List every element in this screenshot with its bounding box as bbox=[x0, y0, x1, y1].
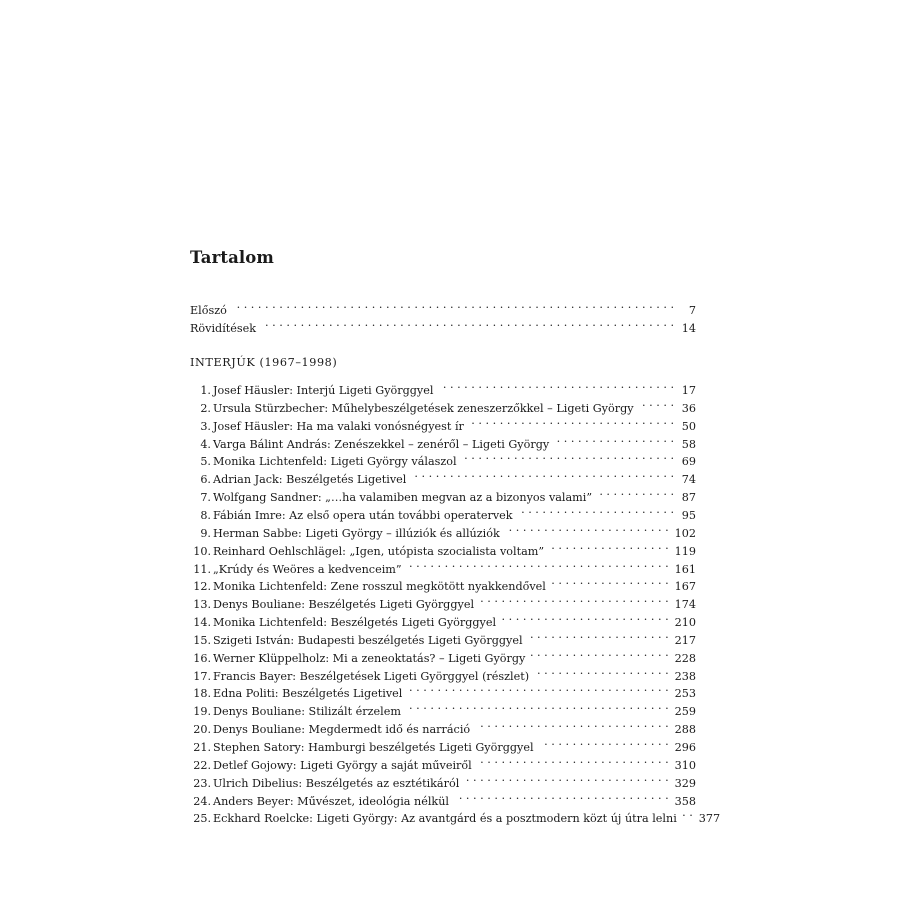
dot-leader bbox=[465, 769, 668, 787]
toc-entry bbox=[190, 769, 696, 790]
dot-leader bbox=[531, 644, 668, 662]
toc-entry bbox=[190, 537, 696, 558]
entry-title: Francis Bayer: Beszélgetések Ligeti Györggyel (részlet) bbox=[213, 669, 530, 683]
entry-page-number: 228 bbox=[674, 651, 696, 665]
toc-entry bbox=[190, 296, 696, 317]
entry-page-number: 161 bbox=[674, 562, 696, 576]
entry-title: Monika Lichtenfeld: Ligeti György válaszol bbox=[213, 455, 457, 469]
toc-entry bbox=[190, 555, 696, 576]
entry-page-number: 310 bbox=[674, 758, 696, 772]
entry-title: Monika Lichtenfeld: Zene rosszul megkötött nyakkendővel bbox=[213, 580, 546, 594]
toc-entry bbox=[190, 733, 696, 754]
entry-title: Josef Häusler: Ha ma valaki vonósnégyest ír bbox=[213, 419, 464, 433]
entry-title: Szigeti István: Budapesti beszélgetés Ligeti Györggyel bbox=[213, 633, 523, 647]
dot-leader bbox=[552, 572, 669, 590]
entry-page-number: 95 bbox=[681, 508, 696, 522]
entry-number: 5. bbox=[200, 455, 211, 469]
entry-page-number: 174 bbox=[674, 598, 696, 612]
entry-number: 8. bbox=[200, 508, 211, 522]
dot-leader bbox=[408, 555, 669, 573]
toc-entry bbox=[190, 644, 696, 665]
entry-title: Edna Politi: Beszélgetés Ligetivel bbox=[213, 687, 403, 701]
dot-leader bbox=[555, 430, 674, 448]
entry-page-number: 14 bbox=[681, 322, 696, 335]
entry-title: Reinhard Oehlschlägel: „Igen, utópista szocialista voltam” bbox=[213, 544, 545, 558]
dot-leader bbox=[455, 787, 669, 805]
entry-number: 15. bbox=[193, 633, 211, 647]
dot-leader bbox=[233, 296, 674, 314]
toc-entry bbox=[190, 430, 696, 451]
entry-number: 16. bbox=[193, 651, 211, 665]
entry-number: 17. bbox=[193, 669, 211, 683]
toc-entry bbox=[190, 715, 696, 737]
entry-title: Eckhard Roelcke: Ligeti György: Az avantgárd és a posztmodern közt új útra lelni bbox=[213, 812, 677, 826]
entry-page-number: 238 bbox=[674, 669, 696, 683]
toc-entry bbox=[190, 679, 696, 701]
entry-number: 6. bbox=[200, 473, 211, 487]
dot-leader bbox=[478, 751, 669, 769]
entry-page-number: 36 bbox=[681, 401, 696, 415]
entry-page-number: 167 bbox=[674, 580, 696, 594]
entry-number: 25. bbox=[193, 812, 211, 826]
entry-page-number: 253 bbox=[674, 687, 696, 701]
entry-title: Detlef Gojowy: Ligeti György a saját műveiről bbox=[213, 758, 472, 772]
dot-leader bbox=[470, 412, 674, 430]
toc-entry bbox=[190, 314, 696, 335]
entry-page-number: 17 bbox=[681, 384, 696, 397]
dot-leader bbox=[550, 537, 669, 555]
toc-entry bbox=[190, 608, 696, 630]
entry-title: „Krúdy és Weöres a kedvenceim” bbox=[213, 562, 402, 576]
toc-entry bbox=[190, 412, 696, 433]
entry-page-number: 259 bbox=[674, 705, 696, 719]
entry-title: Denys Bouliane: Beszélgetés Ligeti Györggyel bbox=[213, 598, 475, 612]
entry-number: 14. bbox=[193, 616, 211, 630]
entry-title: Denys Bouliane: Stilizált érzelem bbox=[213, 705, 401, 719]
entry-title: Herman Sabbe: Ligeti György – illúziók és allúziók bbox=[213, 526, 500, 540]
dot-leader bbox=[408, 679, 668, 697]
entry-number: 11. bbox=[193, 562, 211, 576]
entry-page-number: 7 bbox=[688, 304, 696, 317]
dot-leader bbox=[529, 626, 669, 644]
entry-number: 23. bbox=[193, 776, 211, 790]
toc-entry bbox=[190, 465, 696, 487]
entry-page-number: 377 bbox=[698, 812, 721, 826]
section-heading: INTERJÚK (1967–1998) bbox=[190, 356, 338, 369]
entry-number: 7. bbox=[200, 491, 211, 505]
dot-leader bbox=[540, 733, 669, 751]
toc-entry bbox=[190, 751, 696, 772]
dot-leader bbox=[262, 314, 674, 332]
toc-entry bbox=[190, 662, 696, 683]
entry-page-number: 288 bbox=[674, 723, 696, 737]
dot-leader bbox=[412, 465, 674, 483]
toc-entry bbox=[190, 376, 696, 397]
entry-page-number: 69 bbox=[681, 455, 696, 469]
entry-title: Monika Lichtenfeld: Beszélgetés Ligeti Györggyel bbox=[213, 616, 497, 630]
entry-title: Denys Bouliane: Megdermedt idő és narráció bbox=[213, 723, 471, 737]
entry-page-number: 296 bbox=[674, 741, 696, 754]
toc-entry bbox=[190, 572, 696, 594]
toc-entry bbox=[190, 626, 696, 647]
toc-entry bbox=[190, 501, 696, 522]
entry-number: 18. bbox=[193, 687, 211, 701]
entry-title: Josef Häusler: Interjú Ligeti Györggyel bbox=[213, 384, 434, 397]
dot-leader bbox=[480, 590, 669, 608]
dot-leader bbox=[506, 519, 669, 537]
dot-leader bbox=[519, 501, 674, 519]
entry-number: 21. bbox=[193, 741, 211, 754]
toc-entry bbox=[190, 483, 696, 505]
entry-number: 1. bbox=[200, 384, 211, 397]
entry-number: 19. bbox=[193, 705, 211, 719]
entry-page-number: 358 bbox=[674, 794, 696, 808]
dot-leader bbox=[502, 608, 669, 626]
entry-page-number: 217 bbox=[674, 633, 696, 647]
entry-number: 22. bbox=[193, 758, 211, 772]
entry-title: Rövidítések bbox=[190, 322, 257, 335]
dot-leader bbox=[476, 715, 669, 733]
entry-title: Ulrich Dibelius: Beszélgetés az esztétikáról bbox=[213, 776, 460, 790]
entry-title: Anders Beyer: Művészet, ideológia nélkül bbox=[213, 794, 449, 808]
entry-page-number: 210 bbox=[674, 616, 696, 630]
entry-number: 2. bbox=[200, 401, 211, 415]
toc-entry bbox=[190, 804, 721, 826]
dot-leader bbox=[535, 662, 669, 680]
entry-page-number: 102 bbox=[674, 526, 696, 540]
entry-title: Ursula Stürzbecher: Műhelybeszélgetések zeneszerzőkkel – Ligeti György bbox=[213, 401, 634, 415]
entry-number: 12. bbox=[193, 580, 211, 594]
entry-number: 13. bbox=[193, 598, 211, 612]
entry-number: 10. bbox=[193, 544, 211, 558]
entry-page-number: 329 bbox=[674, 776, 696, 790]
entry-number: 3. bbox=[200, 419, 211, 433]
toc-entry bbox=[190, 519, 696, 540]
entry-number: 24. bbox=[193, 794, 211, 808]
dot-leader bbox=[407, 697, 669, 715]
entry-title: Werner Klüppelholz: Mi a zeneoktatás? – Ligeti György bbox=[213, 651, 526, 665]
entry-title: Stephen Satory: Hamburgi beszélgetés Ligeti Györggyel bbox=[213, 741, 534, 754]
entry-page-number: 58 bbox=[681, 437, 696, 451]
toc-entry bbox=[190, 394, 696, 415]
dot-leader bbox=[463, 447, 674, 465]
entry-page-number: 119 bbox=[674, 544, 696, 558]
entry-title: Előszó bbox=[190, 304, 227, 317]
dot-leader bbox=[439, 376, 674, 394]
entry-number: 9. bbox=[200, 526, 211, 540]
dot-leader bbox=[683, 804, 693, 822]
entry-title: Varga Bálint András: Zenészekkel – zenéről – Ligeti György bbox=[213, 437, 550, 451]
toc-entry bbox=[190, 447, 696, 469]
entry-page-number: 74 bbox=[681, 473, 696, 487]
entry-page-number: 50 bbox=[681, 419, 696, 433]
entry-number: 4. bbox=[200, 437, 211, 451]
page-title: Tartalom bbox=[190, 248, 274, 267]
dot-leader bbox=[598, 483, 674, 501]
entry-title: Adrian Jack: Beszélgetés Ligetivel bbox=[213, 473, 407, 487]
entry-number: 20. bbox=[193, 723, 211, 737]
entry-title: Wolfgang Sandner: „…ha valamiben megvan az a bizonyos valami” bbox=[213, 491, 593, 505]
entry-title: Fábián Imre: Az első opera után további operatervek bbox=[213, 508, 513, 522]
dot-leader bbox=[640, 394, 674, 412]
toc-entry bbox=[190, 787, 696, 808]
toc-entry bbox=[190, 590, 696, 612]
entry-page-number: 87 bbox=[681, 491, 696, 505]
toc-entry bbox=[190, 697, 696, 719]
